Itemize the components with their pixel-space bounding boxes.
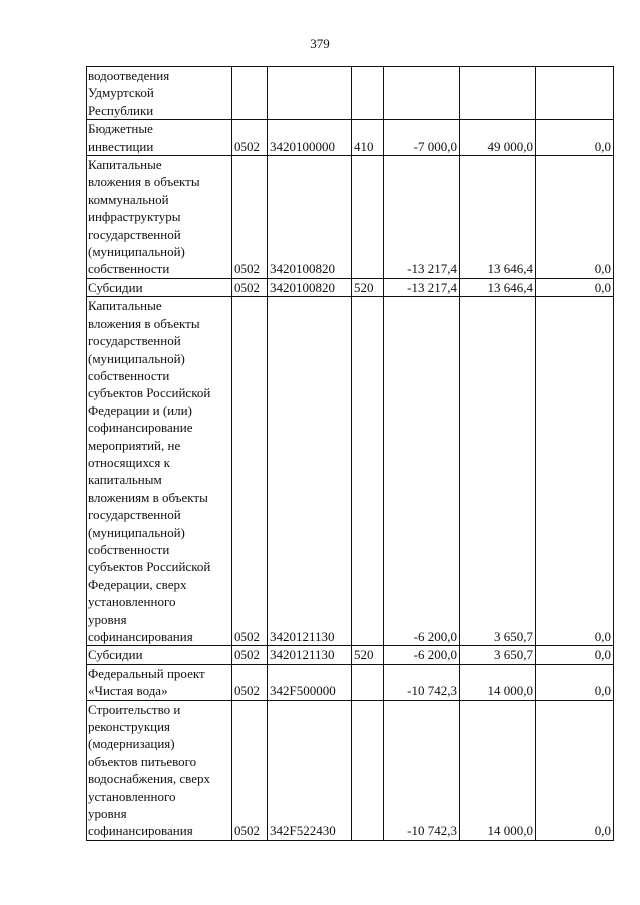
expense-type-cell [352,67,384,120]
section-code-cell: 0502 [232,156,268,279]
target-article-cell: 3420121130 [268,297,352,646]
row-name-cell: Субсидии [87,646,232,664]
amount-1-cell: -13 217,4 [384,278,460,296]
target-article-cell: 3420100820 [268,156,352,279]
row-name-cell: Капитальные вложения в объекты коммунальной инфраструктуры государственной (муниципальной) собственности [87,156,232,279]
expense-type-cell [352,664,384,700]
amount-2-cell: 14 000,0 [460,700,536,840]
amount-3-cell: 0,0 [536,664,614,700]
amount-1-cell: -10 742,3 [384,664,460,700]
amount-2-cell: 49 000,0 [460,120,536,156]
row-name-cell: Капитальные вложения в объекты государственной (муниципальной) собственности субъектов Российской Федерации и (или) софинансирование мероприятий, не относящихся к капитальным вложениям в объекты государственной (муниципальной) собственности субъектов Российской Федерации, сверх установленного уровня софинансирования [87,297,232,646]
amount-1-cell: -6 200,0 [384,297,460,646]
amount-2-cell: 13 646,4 [460,156,536,279]
amount-1-cell: -10 742,3 [384,700,460,840]
expense-type-cell [352,297,384,646]
amount-1-cell: -13 217,4 [384,156,460,279]
table-row [87,700,614,840]
section-code-cell: 0502 [232,700,268,840]
section-code-cell [232,67,268,120]
row-name-cell: Бюджетные инвестиции [87,120,232,156]
budget-table [86,66,614,841]
table-row [87,278,614,296]
expense-type-cell: 520 [352,278,384,296]
amount-2-cell: 13 646,4 [460,278,536,296]
table-row [87,646,614,664]
table-row [87,120,614,156]
row-name-cell: Субсидии [87,278,232,296]
table-row [87,297,614,646]
amount-2-cell: 3 650,7 [460,297,536,646]
section-code-cell: 0502 [232,646,268,664]
amount-3-cell: 0,0 [536,120,614,156]
amount-3-cell: 0,0 [536,700,614,840]
expense-type-cell: 410 [352,120,384,156]
section-code-cell: 0502 [232,120,268,156]
expense-type-cell: 520 [352,646,384,664]
target-article-cell: 342F500000 [268,664,352,700]
target-article-cell: 3420121130 [268,646,352,664]
row-name-cell: Строительство и реконструкция (модернизация) объектов питьевого водоснабжения, сверх установленного уровня софинансирования [87,700,232,840]
amount-2-cell: 3 650,7 [460,646,536,664]
row-name-cell: водоотведения Удмуртской Республики [87,67,232,120]
amount-3-cell: 0,0 [536,646,614,664]
amount-2-cell: 14 000,0 [460,664,536,700]
table-row [87,156,614,279]
row-name-cell: Федеральный проект «Чистая вода» [87,664,232,700]
expense-type-cell [352,700,384,840]
amount-1-cell: -6 200,0 [384,646,460,664]
amount-3-cell: 0,0 [536,156,614,279]
amount-3-cell [536,67,614,120]
target-article-cell: 3420100000 [268,120,352,156]
amount-1-cell: -7 000,0 [384,120,460,156]
expense-type-cell [352,156,384,279]
target-article-cell: 3420100820 [268,278,352,296]
amount-2-cell [460,67,536,120]
table-row [87,664,614,700]
amount-3-cell: 0,0 [536,278,614,296]
amount-1-cell [384,67,460,120]
table-row [87,67,614,120]
target-article-cell: 342F522430 [268,700,352,840]
section-code-cell: 0502 [232,278,268,296]
amount-3-cell: 0,0 [536,297,614,646]
target-article-cell [268,67,352,120]
page-number: 379 [310,36,330,51]
section-code-cell: 0502 [232,664,268,700]
section-code-cell: 0502 [232,297,268,646]
